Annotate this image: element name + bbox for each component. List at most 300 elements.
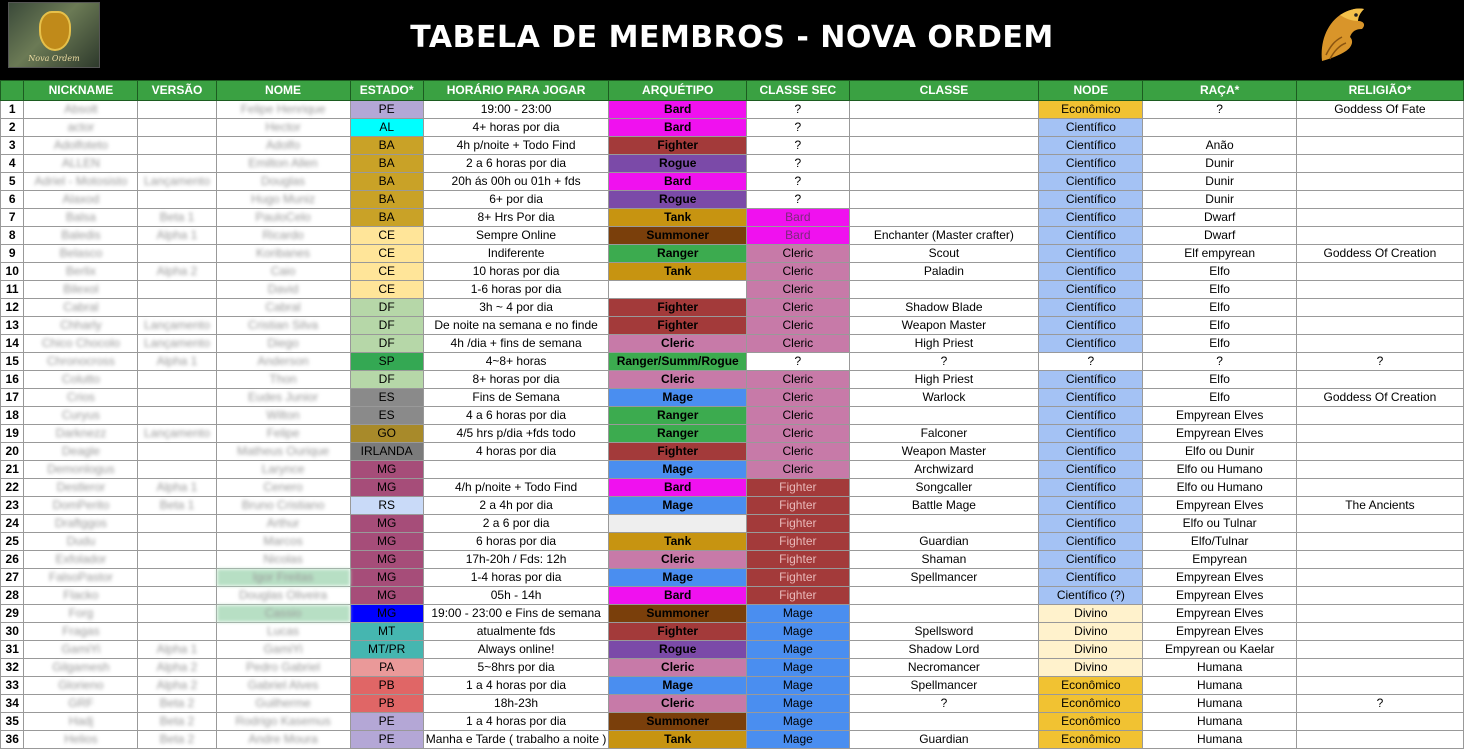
raca-cell[interactable]: Empyrean Elves [1143,623,1296,641]
column-header[interactable] [1,81,24,101]
classe-cell[interactable]: High Priest [849,371,1039,389]
raca-cell[interactable]: Empyrean Elves [1143,605,1296,623]
classe-cell[interactable]: Weapon Master [849,317,1039,335]
node-cell[interactable]: Divino [1039,659,1143,677]
nickname-cell[interactable]: Bilexol [24,281,138,299]
arquetipo-cell[interactable]: Mage [609,569,747,587]
nome-cell[interactable]: Ricardo [216,227,350,245]
raca-cell[interactable]: Anão [1143,137,1296,155]
row-number[interactable]: 3 [1,137,24,155]
arquetipo-cell[interactable]: Ranger [609,407,747,425]
nickname-cell[interactable]: Colutto [24,371,138,389]
religiao-cell[interactable]: Goddess Of Creation [1296,389,1463,407]
horario-cell[interactable]: 1 a 4 horas por dia [423,713,609,731]
nome-cell[interactable]: Koribanes [216,245,350,263]
node-cell[interactable]: Científico [1039,137,1143,155]
nickname-cell[interactable]: Belasco [24,245,138,263]
horario-cell[interactable]: Sempre Online [423,227,609,245]
religiao-cell[interactable]: The Ancients [1296,497,1463,515]
nickname-cell[interactable]: Hadj [24,713,138,731]
classe-cell[interactable] [849,173,1039,191]
nickname-cell[interactable]: Draftggos [24,515,138,533]
horario-cell[interactable]: 19:00 - 23:00 [423,101,609,119]
classe-cell[interactable] [849,119,1039,137]
raca-cell[interactable]: Elfo/Tulnar [1143,533,1296,551]
classe-cell[interactable] [849,587,1039,605]
versao-cell[interactable]: Beta 2 [138,731,216,749]
node-cell[interactable]: Científico [1039,371,1143,389]
classe-sec-cell[interactable]: Cleric [747,371,850,389]
raca-cell[interactable]: ? [1143,353,1296,371]
nickname-cell[interactable]: Absolt [24,101,138,119]
religiao-cell[interactable] [1296,335,1463,353]
horario-cell[interactable]: 19:00 - 23:00 e Fins de semana [423,605,609,623]
classe-sec-cell[interactable]: Mage [747,695,850,713]
classe-cell[interactable] [849,191,1039,209]
estado-cell[interactable]: PE [350,713,423,731]
classe-sec-cell[interactable]: ? [747,101,850,119]
arquetipo-cell[interactable]: Rogue [609,191,747,209]
node-cell[interactable]: Científico [1039,155,1143,173]
row-number[interactable]: 7 [1,209,24,227]
religiao-cell[interactable] [1296,551,1463,569]
classe-sec-cell[interactable]: ? [747,119,850,137]
estado-cell[interactable]: CE [350,281,423,299]
nome-cell[interactable]: David [216,281,350,299]
nickname-cell[interactable]: Flacko [24,587,138,605]
row-number[interactable]: 22 [1,479,24,497]
nome-cell[interactable]: Felipe [216,425,350,443]
estado-cell[interactable]: MT [350,623,423,641]
religiao-cell[interactable] [1296,731,1463,749]
religiao-cell[interactable] [1296,659,1463,677]
horario-cell[interactable]: 4 a 6 horas por dia [423,407,609,425]
versao-cell[interactable] [138,299,216,317]
nickname-cell[interactable]: Chico Chocolo [24,335,138,353]
column-header[interactable]: HORÁRIO PARA JOGAR [423,81,609,101]
horario-cell[interactable]: 20h ás 00h ou 01h + fds [423,173,609,191]
classe-sec-cell[interactable]: Cleric [747,299,850,317]
religiao-cell[interactable]: ? [1296,695,1463,713]
religiao-cell[interactable] [1296,461,1463,479]
arquetipo-cell[interactable]: Mage [609,497,747,515]
classe-sec-cell[interactable]: Mage [747,641,850,659]
arquetipo-cell[interactable] [609,281,747,299]
node-cell[interactable]: ? [1039,353,1143,371]
raca-cell[interactable]: ? [1143,101,1296,119]
religiao-cell[interactable] [1296,479,1463,497]
nickname-cell[interactable]: Exfolador [24,551,138,569]
horario-cell[interactable]: 1-4 horas por dia [423,569,609,587]
classe-sec-cell[interactable]: Fighter [747,497,850,515]
row-number[interactable]: 30 [1,623,24,641]
column-header[interactable]: VERSÃO [138,81,216,101]
nome-cell[interactable]: Douglas Oliveira [216,587,350,605]
estado-cell[interactable]: BA [350,155,423,173]
column-header[interactable]: CLASSE [849,81,1039,101]
raca-cell[interactable]: Humana [1143,677,1296,695]
arquetipo-cell[interactable]: Fighter [609,443,747,461]
religiao-cell[interactable] [1296,299,1463,317]
arquetipo-cell[interactable]: Summoner [609,713,747,731]
classe-sec-cell[interactable]: Mage [747,677,850,695]
row-number[interactable]: 23 [1,497,24,515]
estado-cell[interactable]: MG [350,479,423,497]
classe-cell[interactable] [849,155,1039,173]
classe-sec-cell[interactable]: Fighter [747,533,850,551]
nome-cell[interactable]: Cenero [216,479,350,497]
node-cell[interactable]: Econômico [1039,731,1143,749]
estado-cell[interactable]: DF [350,335,423,353]
node-cell[interactable]: Divino [1039,641,1143,659]
nome-cell[interactable]: GamiYi [216,641,350,659]
horario-cell[interactable]: 2 a 4h por dia [423,497,609,515]
classe-cell[interactable] [849,281,1039,299]
arquetipo-cell[interactable]: Rogue [609,641,747,659]
religiao-cell[interactable] [1296,137,1463,155]
estado-cell[interactable]: BA [350,137,423,155]
estado-cell[interactable]: AL [350,119,423,137]
nickname-cell[interactable]: Chronocross [24,353,138,371]
classe-cell[interactable] [849,515,1039,533]
arquetipo-cell[interactable]: Bard [609,479,747,497]
nome-cell[interactable]: Diego [216,335,350,353]
estado-cell[interactable]: MG [350,461,423,479]
node-cell[interactable]: Científico [1039,551,1143,569]
row-number[interactable]: 2 [1,119,24,137]
versao-cell[interactable] [138,587,216,605]
node-cell[interactable]: Científico [1039,569,1143,587]
classe-sec-cell[interactable]: Mage [747,659,850,677]
raca-cell[interactable]: Empyrean Elves [1143,425,1296,443]
versao-cell[interactable] [138,605,216,623]
versao-cell[interactable] [138,533,216,551]
classe-sec-cell[interactable]: Cleric [747,281,850,299]
raca-cell[interactable]: Humana [1143,713,1296,731]
horario-cell[interactable]: 4h /dia + fins de semana [423,335,609,353]
estado-cell[interactable]: MG [350,587,423,605]
node-cell[interactable]: Científico [1039,443,1143,461]
arquetipo-cell[interactable]: Cleric [609,695,747,713]
versao-cell[interactable] [138,155,216,173]
religiao-cell[interactable] [1296,317,1463,335]
nickname-cell[interactable]: Chharly [24,317,138,335]
classe-cell[interactable] [849,605,1039,623]
religiao-cell[interactable] [1296,587,1463,605]
column-header[interactable]: ARQUÉTIPO [609,81,747,101]
arquetipo-cell[interactable] [609,515,747,533]
versao-cell[interactable]: Beta 1 [138,497,216,515]
row-number[interactable]: 4 [1,155,24,173]
arquetipo-cell[interactable]: Fighter [609,623,747,641]
nome-cell[interactable]: Thon [216,371,350,389]
row-number[interactable]: 9 [1,245,24,263]
classe-sec-cell[interactable]: Cleric [747,263,850,281]
raca-cell[interactable]: Elfo [1143,281,1296,299]
nome-cell[interactable]: Guilherme [216,695,350,713]
versao-cell[interactable]: Lançamento [138,173,216,191]
row-number[interactable]: 10 [1,263,24,281]
row-number[interactable]: 19 [1,425,24,443]
horario-cell[interactable]: 2 a 6 por dia [423,515,609,533]
classe-sec-cell[interactable]: ? [747,155,850,173]
raca-cell[interactable]: Empyrean [1143,551,1296,569]
node-cell[interactable]: Científico [1039,479,1143,497]
classe-sec-cell[interactable]: Fighter [747,515,850,533]
node-cell[interactable]: Científico [1039,461,1143,479]
arquetipo-cell[interactable]: Cleric [609,551,747,569]
nome-cell[interactable]: Emilton Allen [216,155,350,173]
raca-cell[interactable]: Elfo [1143,389,1296,407]
versao-cell[interactable] [138,515,216,533]
nickname-cell[interactable]: Gilgamesh [24,659,138,677]
row-number[interactable]: 33 [1,677,24,695]
horario-cell[interactable]: 4~8+ horas [423,353,609,371]
classe-cell[interactable]: Spellmancer [849,677,1039,695]
nickname-cell[interactable]: Dudu [24,533,138,551]
row-number[interactable]: 5 [1,173,24,191]
religiao-cell[interactable] [1296,227,1463,245]
column-header[interactable]: CLASSE SEC [747,81,850,101]
node-cell[interactable]: Científico [1039,407,1143,425]
versao-cell[interactable] [138,245,216,263]
classe-cell[interactable] [849,137,1039,155]
versao-cell[interactable]: Beta 2 [138,713,216,731]
arquetipo-cell[interactable]: Mage [609,677,747,695]
row-number[interactable]: 11 [1,281,24,299]
estado-cell[interactable]: IRLANDA [350,443,423,461]
estado-cell[interactable]: BA [350,173,423,191]
classe-sec-cell[interactable]: Bard [747,209,850,227]
column-header[interactable]: RAÇA* [1143,81,1296,101]
nickname-cell[interactable]: Deagle [24,443,138,461]
horario-cell[interactable]: 1 a 4 horas por dia [423,677,609,695]
raca-cell[interactable]: Elfo [1143,299,1296,317]
node-cell[interactable]: Científico [1039,389,1143,407]
classe-sec-cell[interactable]: Cleric [747,461,850,479]
classe-sec-cell[interactable]: Fighter [747,569,850,587]
classe-sec-cell[interactable]: Fighter [747,551,850,569]
classe-sec-cell[interactable]: Fighter [747,479,850,497]
row-number[interactable]: 35 [1,713,24,731]
column-header[interactable]: NODE [1039,81,1143,101]
nickname-cell[interactable]: Fragas [24,623,138,641]
column-header[interactable]: NOME [216,81,350,101]
nickname-cell[interactable]: Baledis [24,227,138,245]
versao-cell[interactable]: Alpha 2 [138,263,216,281]
nome-cell[interactable]: Adolfo [216,137,350,155]
nome-cell[interactable]: Gabriel Alves [216,677,350,695]
arquetipo-cell[interactable]: Tank [609,731,747,749]
classe-cell[interactable] [849,101,1039,119]
versao-cell[interactable] [138,281,216,299]
classe-cell[interactable]: Falconer [849,425,1039,443]
node-cell[interactable]: Científico [1039,281,1143,299]
classe-cell[interactable]: Necromancer [849,659,1039,677]
versao-cell[interactable] [138,101,216,119]
row-number[interactable]: 1 [1,101,24,119]
religiao-cell[interactable] [1296,371,1463,389]
religiao-cell[interactable] [1296,119,1463,137]
estado-cell[interactable]: MG [350,551,423,569]
classe-sec-cell[interactable]: Mage [747,731,850,749]
horario-cell[interactable]: 8+ horas por dia [423,371,609,389]
horario-cell[interactable]: 4+ horas por dia [423,119,609,137]
node-cell[interactable]: Científico [1039,209,1143,227]
raca-cell[interactable] [1143,119,1296,137]
classe-cell[interactable]: Guardian [849,533,1039,551]
arquetipo-cell[interactable]: Tank [609,533,747,551]
horario-cell[interactable]: Always online! [423,641,609,659]
node-cell[interactable]: Econômico [1039,695,1143,713]
arquetipo-cell[interactable]: Bard [609,587,747,605]
arquetipo-cell[interactable]: Summoner [609,227,747,245]
classe-cell[interactable] [849,407,1039,425]
nickname-cell[interactable]: Adriel - Motosisto [24,173,138,191]
nickname-cell[interactable]: Curyus [24,407,138,425]
arquetipo-cell[interactable]: Ranger [609,425,747,443]
classe-sec-cell[interactable]: Cleric [747,425,850,443]
estado-cell[interactable]: MT/PR [350,641,423,659]
raca-cell[interactable]: Dwarf [1143,227,1296,245]
versao-cell[interactable]: Alpha 1 [138,641,216,659]
classe-cell[interactable]: ? [849,695,1039,713]
column-header[interactable]: RELIGIÃO* [1296,81,1463,101]
classe-cell[interactable]: Battle Mage [849,497,1039,515]
node-cell[interactable]: Científico [1039,515,1143,533]
classe-sec-cell[interactable]: Cleric [747,245,850,263]
horario-cell[interactable]: 5~8hrs por dia [423,659,609,677]
node-cell[interactable]: Científico [1039,425,1143,443]
classe-cell[interactable]: Shadow Blade [849,299,1039,317]
nome-cell[interactable]: Igor Freitas [216,569,350,587]
node-cell[interactable]: Científico [1039,227,1143,245]
religiao-cell[interactable] [1296,605,1463,623]
versao-cell[interactable]: Alpha 1 [138,479,216,497]
arquetipo-cell[interactable]: Bard [609,101,747,119]
estado-cell[interactable]: DF [350,299,423,317]
raca-cell[interactable]: Empyrean Elves [1143,497,1296,515]
arquetipo-cell[interactable]: Summoner [609,605,747,623]
nome-cell[interactable]: Hugo Muniz [216,191,350,209]
nome-cell[interactable]: Anderson [216,353,350,371]
classe-cell[interactable]: Warlock [849,389,1039,407]
nome-cell[interactable]: Cabral [216,299,350,317]
versao-cell[interactable]: Alpha 1 [138,353,216,371]
religiao-cell[interactable] [1296,191,1463,209]
nome-cell[interactable]: Pedro Gabriel [216,659,350,677]
row-number[interactable]: 18 [1,407,24,425]
versao-cell[interactable] [138,623,216,641]
node-cell[interactable]: Econômico [1039,713,1143,731]
raca-cell[interactable]: Empyrean Elves [1143,587,1296,605]
estado-cell[interactable]: RS [350,497,423,515]
classe-cell[interactable]: ? [849,353,1039,371]
arquetipo-cell[interactable]: Tank [609,209,747,227]
nome-cell[interactable]: Wilton [216,407,350,425]
row-number[interactable]: 12 [1,299,24,317]
raca-cell[interactable]: Humana [1143,695,1296,713]
nickname-cell[interactable]: Darknezz [24,425,138,443]
horario-cell[interactable]: De noite na semana e no finde [423,317,609,335]
nome-cell[interactable]: Eudes Junior [216,389,350,407]
estado-cell[interactable]: CE [350,263,423,281]
node-cell[interactable]: Econômico [1039,677,1143,695]
raca-cell[interactable]: Elfo ou Humano [1143,479,1296,497]
classe-cell[interactable]: Guardian [849,731,1039,749]
arquetipo-cell[interactable]: Ranger/Summ/Rogue [609,353,747,371]
classe-sec-cell[interactable]: Cleric [747,389,850,407]
classe-cell[interactable]: High Priest [849,335,1039,353]
horario-cell[interactable]: Indiferente [423,245,609,263]
estado-cell[interactable]: BA [350,209,423,227]
versao-cell[interactable]: Beta 2 [138,695,216,713]
row-number[interactable]: 27 [1,569,24,587]
classe-cell[interactable]: Archwizard [849,461,1039,479]
raca-cell[interactable]: Elf empyrean [1143,245,1296,263]
classe-sec-cell[interactable]: Mage [747,623,850,641]
estado-cell[interactable]: PA [350,659,423,677]
versao-cell[interactable] [138,191,216,209]
versao-cell[interactable] [138,137,216,155]
row-number[interactable]: 6 [1,191,24,209]
row-number[interactable]: 32 [1,659,24,677]
nickname-cell[interactable]: Alaxod [24,191,138,209]
arquetipo-cell[interactable]: Fighter [609,299,747,317]
nome-cell[interactable]: Arthur [216,515,350,533]
raca-cell[interactable]: Elfo [1143,335,1296,353]
raca-cell[interactable]: Empyrean Elves [1143,569,1296,587]
row-number[interactable]: 24 [1,515,24,533]
raca-cell[interactable]: Elfo ou Humano [1143,461,1296,479]
horario-cell[interactable]: 4/h p/noite + Todo Find [423,479,609,497]
religiao-cell[interactable] [1296,569,1463,587]
classe-cell[interactable]: Weapon Master [849,443,1039,461]
classe-cell[interactable] [849,713,1039,731]
arquetipo-cell[interactable]: Fighter [609,317,747,335]
classe-cell[interactable]: Scout [849,245,1039,263]
versao-cell[interactable]: Alpha 2 [138,677,216,695]
raca-cell[interactable]: Dunir [1143,191,1296,209]
classe-cell[interactable]: Paladin [849,263,1039,281]
classe-sec-cell[interactable]: ? [747,191,850,209]
nome-cell[interactable]: Bruno Cristiano [216,497,350,515]
arquetipo-cell[interactable]: Fighter [609,137,747,155]
row-number[interactable]: 31 [1,641,24,659]
religiao-cell[interactable] [1296,443,1463,461]
horario-cell[interactable]: atualmente fds [423,623,609,641]
raca-cell[interactable]: Dunir [1143,155,1296,173]
raca-cell[interactable]: Empyrean ou Kaelar [1143,641,1296,659]
estado-cell[interactable]: MG [350,569,423,587]
horario-cell[interactable]: 4/5 hrs p/dia +fds todo [423,425,609,443]
estado-cell[interactable]: DF [350,371,423,389]
nome-cell[interactable]: Andre Moura [216,731,350,749]
raca-cell[interactable]: Dunir [1143,173,1296,191]
node-cell[interactable]: Econômico [1039,101,1143,119]
nickname-cell[interactable]: GamiYi [24,641,138,659]
nome-cell[interactable]: Cristian Silva [216,317,350,335]
classe-sec-cell[interactable]: Cleric [747,407,850,425]
node-cell[interactable]: Científico [1039,119,1143,137]
versao-cell[interactable]: Lançamento [138,317,216,335]
horario-cell[interactable]: Manha e Tarde ( trabalho a noite ) [423,731,609,749]
nome-cell[interactable]: Douglas [216,173,350,191]
row-number[interactable]: 34 [1,695,24,713]
node-cell[interactable]: Científico [1039,299,1143,317]
raca-cell[interactable]: Empyrean Elves [1143,407,1296,425]
horario-cell[interactable]: 3h ~ 4 por dia [423,299,609,317]
